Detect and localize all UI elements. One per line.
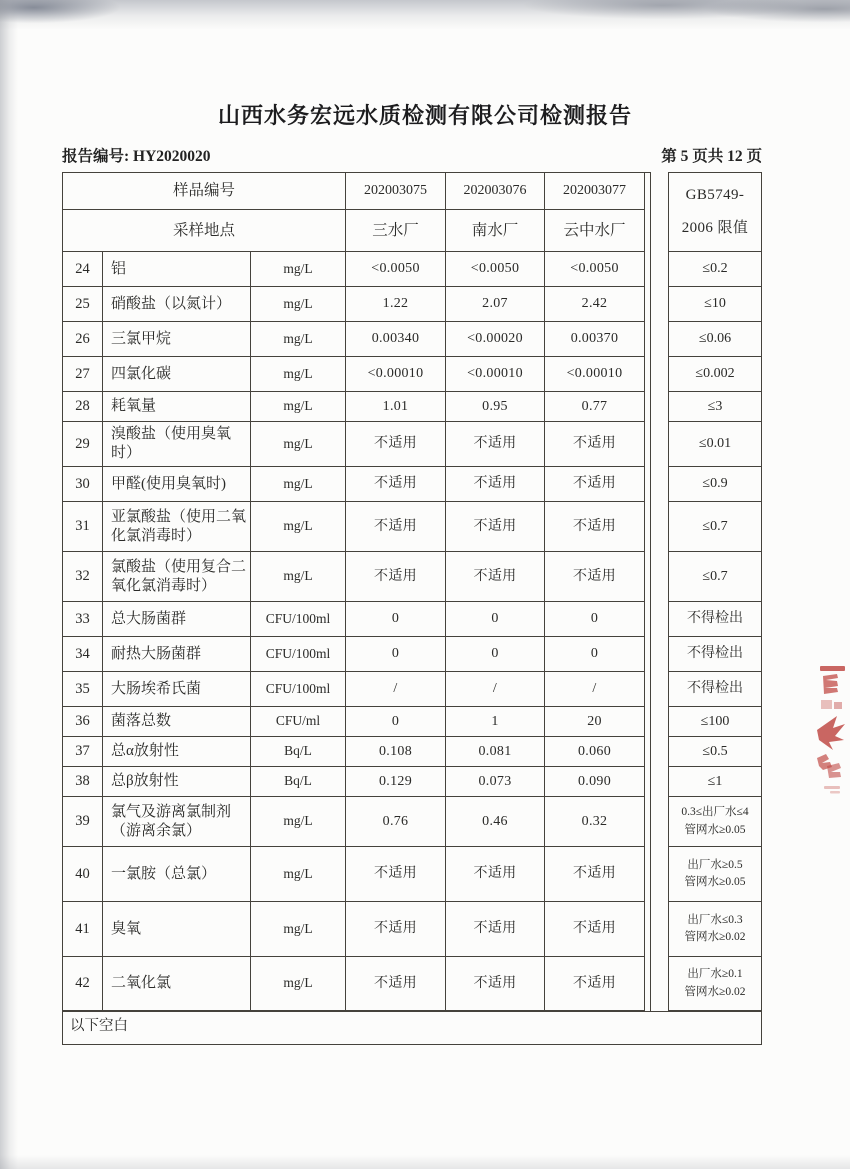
value-cell-sample1: 不适用 xyxy=(346,552,446,602)
value-cell-sample3: 不适用 xyxy=(545,957,645,1011)
red-stamp-fragment xyxy=(797,658,850,803)
limit-cell xyxy=(668,672,762,707)
limit-line1: ≤0.002 xyxy=(695,366,735,382)
scan-edge-bottom-artifact xyxy=(0,1155,850,1169)
value-cell-sample3: 不适用 xyxy=(545,847,645,902)
limit-line1: ≤0.7 xyxy=(702,568,728,584)
value-cell-sample1: 不适用 xyxy=(346,957,446,1011)
limit-cell xyxy=(668,637,762,672)
value-cell-sample1: 1.01 xyxy=(346,392,446,422)
limit-cell xyxy=(668,357,762,392)
sample-id-header-label: 样品编号 xyxy=(62,172,346,210)
limit-cell xyxy=(668,707,762,737)
row-number-cell: 38 xyxy=(62,767,103,797)
limit-cell xyxy=(668,322,762,357)
value-cell-sample3: 0.090 xyxy=(545,767,645,797)
location-header-label: 采样地点 xyxy=(62,210,346,252)
row-number-cell: 35 xyxy=(62,672,103,707)
limit-cell xyxy=(668,797,762,847)
value-cell-sample1: 1.22 xyxy=(346,287,446,322)
row-number-cell: 36 xyxy=(62,707,103,737)
limit-cell xyxy=(668,252,762,287)
value-cell-sample3: <0.0050 xyxy=(545,252,645,287)
row-number-cell: 31 xyxy=(62,502,103,552)
unit-cell: mg/L xyxy=(251,392,346,422)
value-cell-sample1: 0.76 xyxy=(346,797,446,847)
unit-cell: mg/L xyxy=(251,467,346,502)
value-cell-sample2: 不适用 xyxy=(446,422,545,467)
parameter-name-cell: 菌落总数 xyxy=(103,707,251,737)
limit-cell xyxy=(668,847,762,902)
location-cell: 云中水厂 xyxy=(545,210,645,252)
limit-line1: ≤0.5 xyxy=(702,743,728,759)
limit-line1: 不得检出 xyxy=(687,646,743,662)
value-cell-sample1: 不适用 xyxy=(346,902,446,957)
sample-id-cell: 202003077 xyxy=(545,172,645,210)
row-number-cell: 41 xyxy=(62,902,103,957)
limit-line1: ≤0.06 xyxy=(698,331,732,347)
parameter-name-cell: 耐热大肠菌群 xyxy=(103,637,251,672)
value-cell-sample2: 0.073 xyxy=(446,767,545,797)
row-number-cell: 34 xyxy=(62,637,103,672)
value-cell-sample1: 0.129 xyxy=(346,767,446,797)
parameter-name-cell: 氯气及游离氯制剂（游离余氯） xyxy=(103,797,251,847)
value-cell-sample3: 2.42 xyxy=(545,287,645,322)
value-cell-sample2: <0.00020 xyxy=(446,322,545,357)
limit-line1: 0.3≤出厂水≤4 xyxy=(681,806,749,819)
limit-cell xyxy=(668,902,762,957)
value-cell-sample3: 20 xyxy=(545,707,645,737)
value-cell-sample1: 不适用 xyxy=(346,847,446,902)
location-cell: 三水厂 xyxy=(346,210,446,252)
row-number-cell: 26 xyxy=(62,322,103,357)
value-cell-sample2: 不适用 xyxy=(446,847,545,902)
limit-cell xyxy=(668,467,762,502)
unit-cell: CFU/100ml xyxy=(251,602,346,637)
value-cell-sample2: 0.46 xyxy=(446,797,545,847)
limit-line1: ≤1 xyxy=(707,773,723,789)
limit-line1: 出厂水≤0.3 xyxy=(687,913,743,926)
results-table xyxy=(62,172,762,1045)
value-cell-sample3: 0.060 xyxy=(545,737,645,767)
limit-cell xyxy=(668,767,762,797)
sample-id-cell: 202003076 xyxy=(446,172,545,210)
parameter-name-cell: 亚氯酸盐（使用二氧化氯消毒时） xyxy=(103,502,251,552)
limit-line1: 出厂水≥0.5 xyxy=(687,858,743,871)
parameter-name-cell: 硝酸盐（以氮计） xyxy=(103,287,251,322)
limit-header-line1: GB5749- xyxy=(685,187,745,204)
row-number-cell: 32 xyxy=(62,552,103,602)
parameter-name-cell: 大肠埃希氏菌 xyxy=(103,672,251,707)
parameter-name-cell: 一氯胺（总氯） xyxy=(103,847,251,902)
value-cell-sample3: 不适用 xyxy=(545,902,645,957)
unit-cell: mg/L xyxy=(251,552,346,602)
row-number-cell: 28 xyxy=(62,392,103,422)
parameter-name-cell: 总大肠菌群 xyxy=(103,602,251,637)
value-cell-sample3: 不适用 xyxy=(545,422,645,467)
value-cell-sample2: 不适用 xyxy=(446,902,545,957)
unit-cell: mg/L xyxy=(251,797,346,847)
parameter-name-cell: 铝 xyxy=(103,252,251,287)
location-cell: 南水厂 xyxy=(446,210,545,252)
limit-cell xyxy=(668,287,762,322)
parameter-name-cell: 耗氧量 xyxy=(103,392,251,422)
limit-line1: ≤0.2 xyxy=(702,261,728,277)
unit-cell: mg/L xyxy=(251,252,346,287)
unit-cell: mg/L xyxy=(251,847,346,902)
limit-line1: ≤100 xyxy=(700,713,730,729)
report-meta-row xyxy=(62,144,762,166)
value-cell-sample3: 0.32 xyxy=(545,797,645,847)
value-cell-sample1: / xyxy=(346,672,446,707)
page-indicator: 第 5 页共 12 页 xyxy=(661,148,762,165)
unit-cell: mg/L xyxy=(251,957,346,1011)
scan-edge-top-artifact xyxy=(0,0,850,30)
unit-cell: mg/L xyxy=(251,422,346,467)
row-number-cell: 29 xyxy=(62,422,103,467)
value-cell-sample2: 0 xyxy=(446,637,545,672)
row-number-cell: 37 xyxy=(62,737,103,767)
limit-cell xyxy=(668,602,762,637)
value-cell-sample3: 0.77 xyxy=(545,392,645,422)
value-cell-sample2: <0.00010 xyxy=(446,357,545,392)
value-cell-sample2: 0.081 xyxy=(446,737,545,767)
value-cell-sample2: 0 xyxy=(446,602,545,637)
limit-line1: ≤0.9 xyxy=(702,476,728,492)
unit-cell: Bq/L xyxy=(251,737,346,767)
parameter-name-cell: 总α放射性 xyxy=(103,737,251,767)
value-cell-sample2: 不适用 xyxy=(446,552,545,602)
row-number-cell: 40 xyxy=(62,847,103,902)
value-cell-sample3: 0.00370 xyxy=(545,322,645,357)
unit-cell: CFU/100ml xyxy=(251,637,346,672)
limit-line1: 不得检出 xyxy=(687,611,743,627)
value-cell-sample2: 0.95 xyxy=(446,392,545,422)
value-cell-sample1: <0.00010 xyxy=(346,357,446,392)
value-cell-sample1: 不适用 xyxy=(346,502,446,552)
row-number-cell: 24 xyxy=(62,252,103,287)
unit-cell: mg/L xyxy=(251,502,346,552)
limit-cell xyxy=(668,502,762,552)
unit-cell: mg/L xyxy=(251,902,346,957)
value-cell-sample1: 0 xyxy=(346,637,446,672)
limit-line2: 管网水≥0.05 xyxy=(684,823,746,836)
unit-cell: mg/L xyxy=(251,287,346,322)
value-cell-sample3: <0.00010 xyxy=(545,357,645,392)
parameter-name-cell: 溴酸盐（使用臭氧时） xyxy=(103,422,251,467)
row-number-cell: 25 xyxy=(62,287,103,322)
limit-cell xyxy=(668,552,762,602)
value-cell-sample1: 0 xyxy=(346,602,446,637)
value-cell-sample1: 0.108 xyxy=(346,737,446,767)
limit-line1: 不得检出 xyxy=(687,681,743,697)
value-cell-sample3: 0 xyxy=(545,602,645,637)
row-number-cell: 30 xyxy=(62,467,103,502)
value-cell-sample3: / xyxy=(545,672,645,707)
scan-edge-left-artifact xyxy=(0,0,18,1169)
value-cell-sample2: 不适用 xyxy=(446,502,545,552)
value-cell-sample3: 不适用 xyxy=(545,552,645,602)
limit-header-line2: 2006 限值 xyxy=(681,220,749,237)
parameter-name-cell: 二氧化氯 xyxy=(103,957,251,1011)
unit-cell: mg/L xyxy=(251,357,346,392)
parameter-name-cell: 氯酸盐（使用复合二氧化氯消毒时） xyxy=(103,552,251,602)
parameter-name-cell: 甲醛(使用臭氧时) xyxy=(103,467,251,502)
row-number-cell: 39 xyxy=(62,797,103,847)
value-cell-sample3: 0 xyxy=(545,637,645,672)
value-cell-sample2: 不适用 xyxy=(446,467,545,502)
parameter-name-cell: 三氯甲烷 xyxy=(103,322,251,357)
unit-cell: CFU/ml xyxy=(251,707,346,737)
limit-cell xyxy=(668,392,762,422)
value-cell-sample2: 1 xyxy=(446,707,545,737)
limit-line2: 管网水≥0.02 xyxy=(684,985,746,998)
value-cell-sample1: 0 xyxy=(346,707,446,737)
row-number-cell: 33 xyxy=(62,602,103,637)
value-cell-sample2: 2.07 xyxy=(446,287,545,322)
row-number-cell: 27 xyxy=(62,357,103,392)
value-cell-sample2: / xyxy=(446,672,545,707)
limit-column-header xyxy=(668,172,762,252)
report-number: 报告编号: HY2020020 xyxy=(62,148,211,165)
limit-line1: ≤0.7 xyxy=(702,518,728,534)
report-title: 山西水务宏远水质检测有限公司检测报告 xyxy=(217,103,632,128)
limit-line2: 管网水≥0.02 xyxy=(684,931,746,943)
value-cell-sample1: 不适用 xyxy=(346,467,446,502)
table-divider-column xyxy=(645,172,651,1011)
limit-line1: 出厂水≥0.1 xyxy=(687,968,743,981)
value-cell-sample1: 0.00340 xyxy=(346,322,446,357)
unit-cell: CFU/100ml xyxy=(251,672,346,707)
unit-cell: mg/L xyxy=(251,322,346,357)
table-footer-note: 以下空白 xyxy=(62,1011,762,1045)
parameter-name-cell: 总β放射性 xyxy=(103,767,251,797)
parameter-name-cell: 臭氧 xyxy=(103,902,251,957)
parameter-name-cell: 四氯化碳 xyxy=(103,357,251,392)
value-cell-sample2: <0.0050 xyxy=(446,252,545,287)
unit-cell: Bq/L xyxy=(251,767,346,797)
limit-line1: ≤3 xyxy=(707,398,723,414)
row-number-cell: 42 xyxy=(62,957,103,1011)
value-cell-sample1: 不适用 xyxy=(346,422,446,467)
limit-line1: ≤10 xyxy=(704,296,726,312)
sample-id-cell: 202003075 xyxy=(346,172,446,210)
limit-line1: ≤0.01 xyxy=(698,436,732,452)
value-cell-sample3: 不适用 xyxy=(545,502,645,552)
limit-cell xyxy=(668,737,762,767)
limit-cell xyxy=(668,422,762,467)
value-cell-sample3: 不适用 xyxy=(545,467,645,502)
value-cell-sample2: 不适用 xyxy=(446,957,545,1011)
value-cell-sample1: <0.0050 xyxy=(346,252,446,287)
limit-cell xyxy=(668,957,762,1011)
limit-line2: 管网水≥0.05 xyxy=(684,876,746,888)
